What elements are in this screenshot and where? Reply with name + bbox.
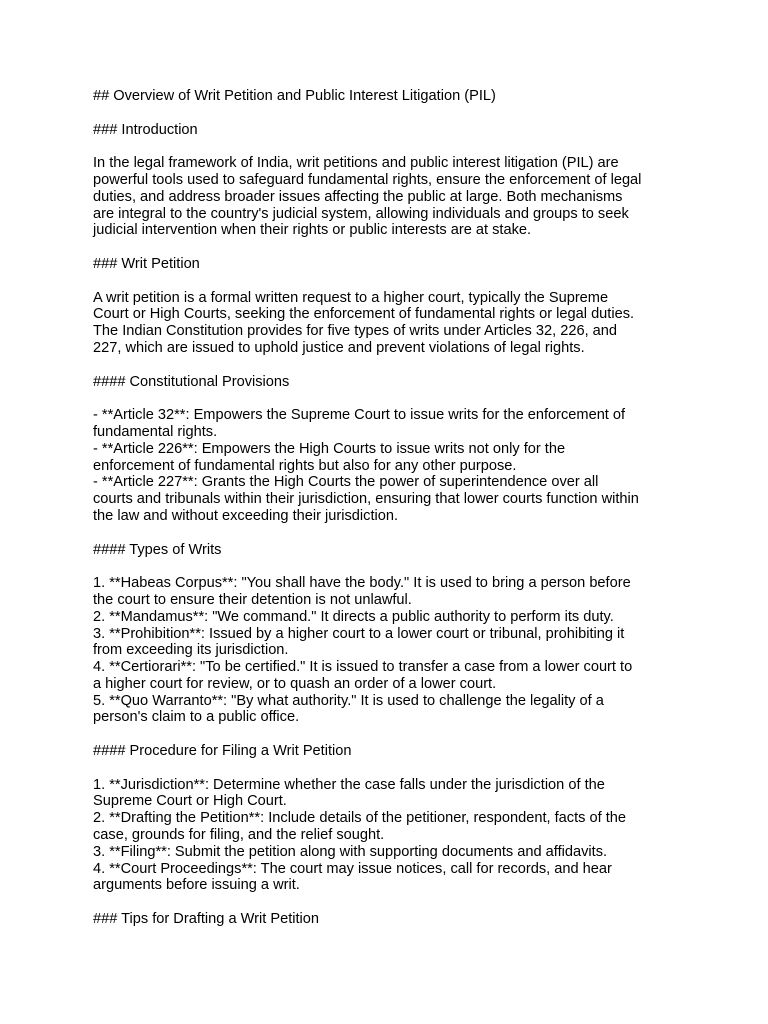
types-of-writs-heading: #### Types of Writs [93, 541, 222, 558]
introduction-heading: ### Introduction [93, 121, 198, 138]
writ-petition-heading: ### Writ Petition [93, 255, 200, 272]
writ-petition-paragraph: A writ petition is a formal written request to a higher court, typically the Supreme Court or High Courts, seeking the enforcement of fundamental rights or legal duties. The Indian Constitution provides for five types of writs under Articles 32, 226, and 227, which are issued to uphold justice and prevent violations of legal rights. [93, 289, 635, 356]
procedure-heading: #### Procedure for Filing a Writ Petition [93, 743, 352, 760]
introduction-paragraph: In the legal framework of India, writ petitions and public interest litigation (PIL) are powerful tools used to safeguard fundamental rights, ensure the enforcement of legal duties, and address broader issues affecting the public at large. Both mechanisms are integral to the country's judicial system, allowing individuals and groups to seek judicial intervention when their rights or public interests are at stake. [93, 155, 642, 239]
procedure-list: 1. **Jurisdiction**: Determine whether the case falls under the jurisdiction of the Supreme Court or High Court. 2. **Drafting the Petition**: Include details of the petitioner, respondent, facts of the case, grounds for filing, and the relief sought. 3. **Filing**: Submit the petition along with supporting documents and affidavits. 4. **Court Proceedings**: The court may issue notices, call for records, and hear arguments before issuing a writ. [93, 776, 627, 894]
types-of-writs-list: 1. **Habeas Corpus**: "You shall have the body." It is used to bring a person before the court to ensure their detention is not unlawful. 2. **Mandamus**: "We command." It directs a public authority to perform its duty. 3. **Prohibition**: Issued by a higher court to a lower court or tribunal, prohibiting it from exceeding its jurisdiction. 4. **Certiorari**: "To be certified." It is issued to transfer a case from a lower court to a higher court for review, or to quash an order of a lower court. 5. **Quo Warranto**: "By what authority." It is used to challenge the legality of a person's claim to a public office. [93, 575, 633, 726]
document-body [93, 88, 693, 945]
drafting-tips-heading: ### Tips for Drafting a Writ Petition [93, 911, 320, 928]
constitutional-provisions-heading: #### Constitutional Provisions [93, 373, 290, 390]
constitutional-provisions-list: - **Article 32**: Empowers the Supreme Court to issue writs for the enforcement of fundamental rights. - **Article 226**: Empowers the High Courts to issue writs not only for the enforcement of fundamental rights but also for any other purpose. - **Article 227**: Grants the High Courts the power of superintendence over all courts and tribunals within their jurisdiction, ensuring that lower courts function within the law and without exceeding their jurisdiction. [93, 407, 639, 524]
main-heading: ## Overview of Writ Petition and Public Interest Litigation (PIL) [93, 88, 496, 104]
